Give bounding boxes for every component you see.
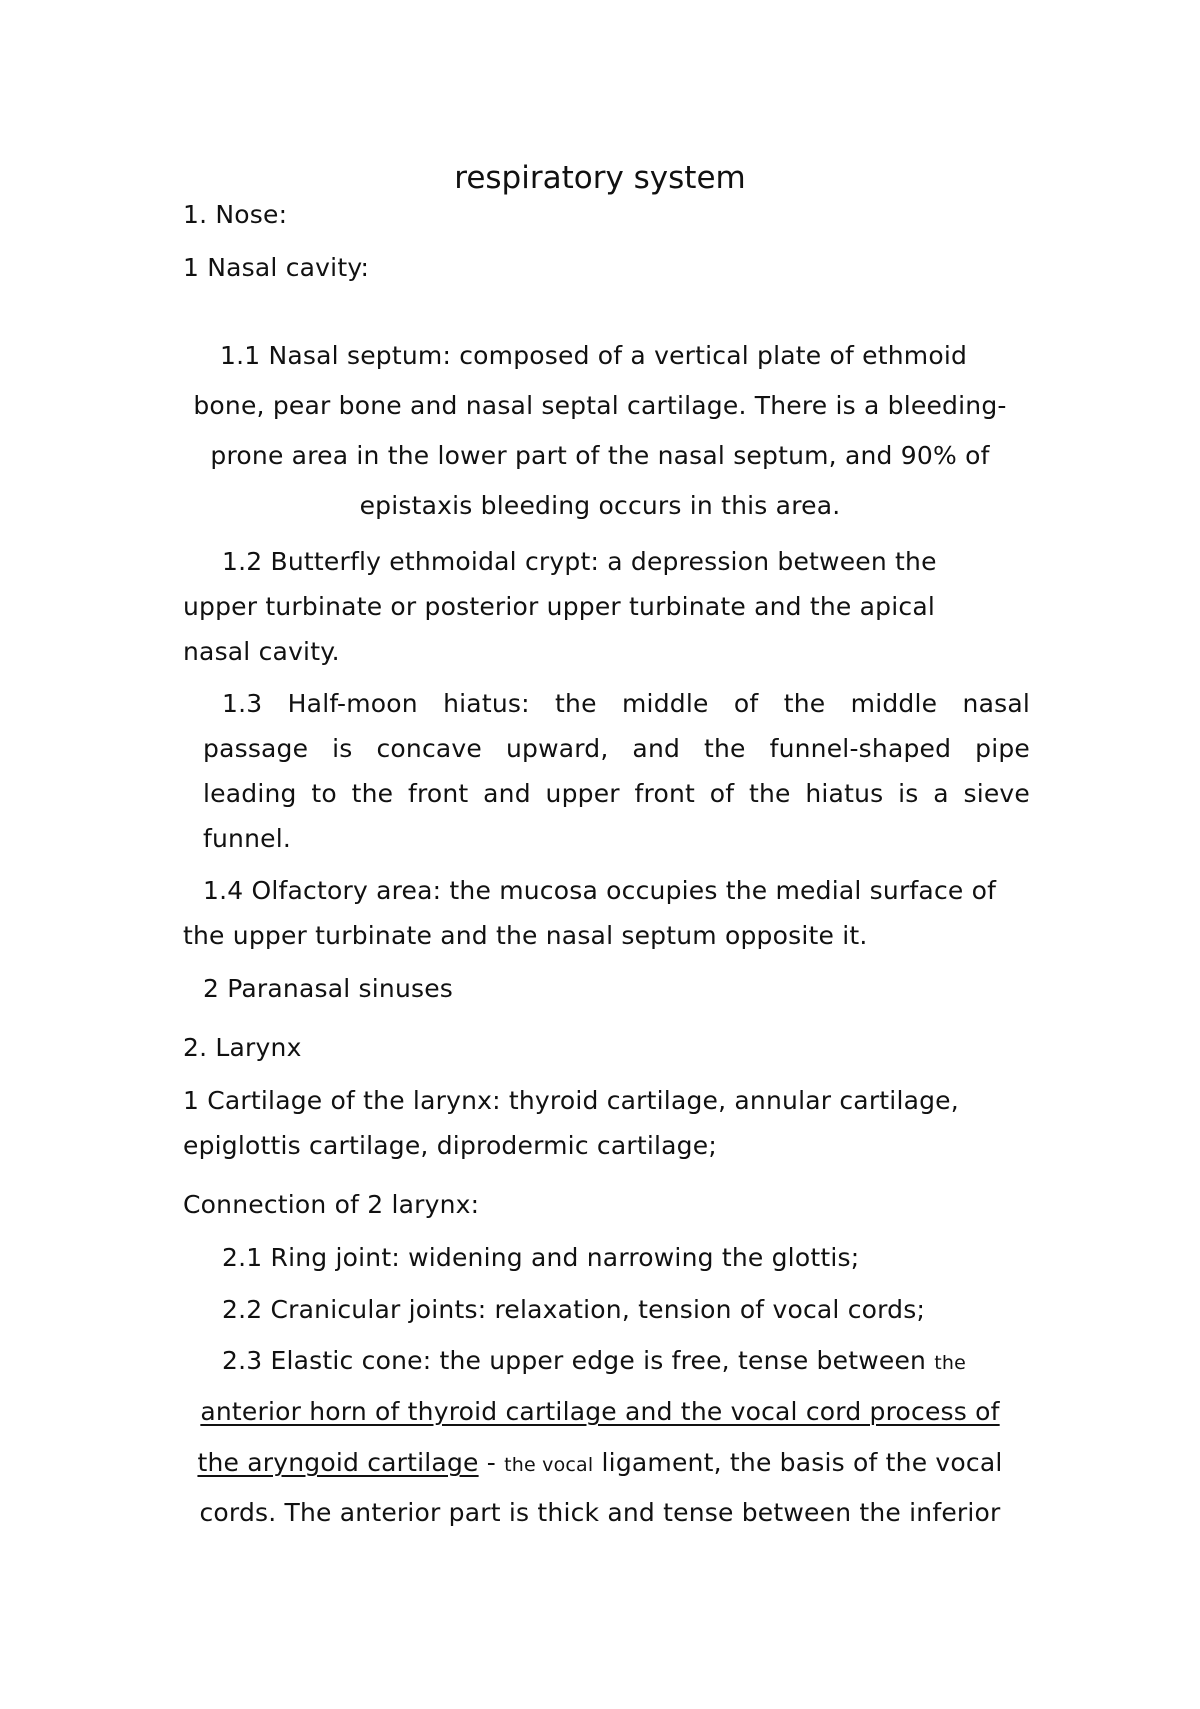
paragraph-line: 1 Cartilage of the larynx: thyroid cartilage, annular cartilage, xyxy=(183,1086,959,1115)
paragraph-line: 1.3 Half-moon hiatus: the middle of the middle nasal xyxy=(222,689,1030,718)
small-text: the xyxy=(934,1352,966,1374)
paragraph-line: funnel. xyxy=(203,824,292,853)
paragraph-line: the upper turbinate and the nasal septum opposite it. xyxy=(183,921,868,950)
paragraph-line xyxy=(0,1397,1200,1427)
paragraph-line: prone area in the lower part of the nasal septum, and 90% of xyxy=(210,441,990,470)
subheading-connection-larynx: Connection of 2 larynx: xyxy=(183,1190,480,1219)
paragraph-line: upper turbinate or posterior upper turbinate and the apical xyxy=(183,592,935,621)
paragraph-line: epistaxis bleeding occurs in this area. xyxy=(359,491,841,520)
paragraph-line: bone, pear bone and nasal septal cartilage. There is a bleeding- xyxy=(193,391,1007,420)
paragraph-line xyxy=(222,1346,966,1378)
dash-text: - xyxy=(478,1448,505,1477)
underlined-text: anterior horn of thyroid cartilage and the vocal cord process of xyxy=(200,1397,1000,1426)
heading-larynx: 2. Larynx xyxy=(183,1033,302,1062)
paragraph-line: epiglottis cartilage, diprodermic cartilage; xyxy=(183,1131,717,1160)
subheading-nasal-cavity: 1 Nasal cavity: xyxy=(183,253,370,282)
document-title: respiratory system xyxy=(454,160,746,196)
small-text: the vocal xyxy=(504,1454,594,1476)
paragraph-line: nasal cavity. xyxy=(183,637,340,666)
paragraph-line: cords. The anterior part is thick and tense between the inferior xyxy=(199,1498,1001,1527)
paragraph-line: leading to the front and upper front of the hiatus is a sieve xyxy=(203,779,1030,808)
paragraph-line: 1.1 Nasal septum: composed of a vertical plate of ethmoid xyxy=(220,341,968,370)
heading-nose: 1. Nose: xyxy=(183,200,288,229)
paragraph-line: 2.1 Ring joint: widening and narrowing the glottis; xyxy=(222,1243,860,1272)
line-text: 2.3 Elastic cone: the upper edge is free, tense between xyxy=(222,1346,935,1375)
paragraph-line: 1.4 Olfactory area: the mucosa occupies the medial surface of xyxy=(203,876,997,905)
line-text: ligament, the basis of the vocal xyxy=(593,1448,1003,1477)
underlined-text: the aryngoid cartilage xyxy=(197,1448,479,1477)
paragraph-line xyxy=(0,1448,1200,1480)
paragraph-line: passage is concave upward, and the funnel-shaped pipe xyxy=(203,734,1030,763)
paragraph-line: 1.2 Butterfly ethmoidal crypt: a depression between the xyxy=(222,547,937,576)
paragraph-line: 2.2 Cranicular joints: relaxation, tension of vocal cords; xyxy=(222,1295,926,1324)
subheading-paranasal-sinuses: 2 Paranasal sinuses xyxy=(203,974,454,1003)
